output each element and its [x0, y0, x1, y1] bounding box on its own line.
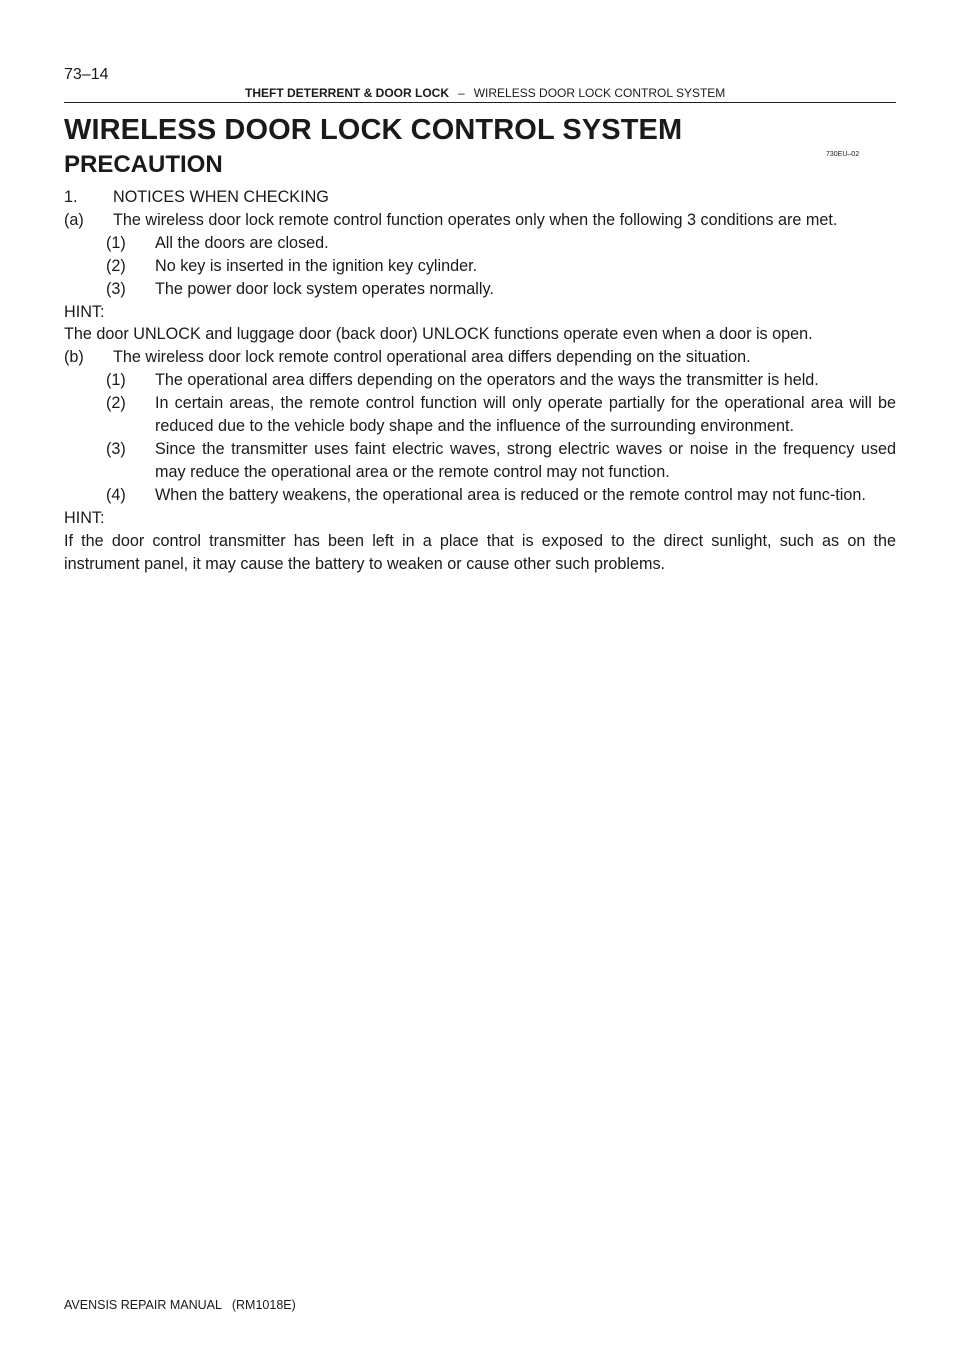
- sub-label: (4): [106, 485, 126, 504]
- document-body: [64, 186, 896, 575]
- page-number: 73–14: [64, 66, 109, 83]
- item-b-sub-4: [64, 484, 896, 507]
- header-section-main: THEFT DETERRENT & DOOR LOCK: [245, 86, 449, 100]
- item-a-sub-3: [64, 278, 896, 301]
- section-title: PRECAUTION: [64, 151, 223, 178]
- item-a-sub-1: [64, 232, 896, 255]
- item-a-label: (a): [64, 210, 84, 229]
- hint-2: [64, 507, 896, 576]
- sub-text: No key is inserted in the ignition key cylinder.: [155, 256, 478, 275]
- sub-text: In certain areas, the remote control function will only operate partially for the operational area will be reduced due to the vehicle body shape and the influence of the surrounding environment.: [155, 394, 896, 436]
- item-a-sub-2: [64, 255, 896, 278]
- step-1-text: NOTICES WHEN CHECKING: [113, 188, 329, 206]
- sub-label: (2): [106, 256, 126, 275]
- sub-label: (1): [106, 233, 126, 252]
- item-b-sub-1: [64, 369, 896, 392]
- item-b-text: The wireless door lock remote control operational area differs depending on the situation.: [113, 348, 751, 367]
- hint-1-text: The door UNLOCK and luggage door (back door) UNLOCK functions operate even when a door is open.: [64, 325, 813, 344]
- header-rule: [64, 102, 896, 103]
- item-b: [64, 346, 896, 369]
- header-section-title: [245, 86, 725, 100]
- hint-2-label: HINT:: [64, 508, 105, 527]
- item-b-label: (b): [64, 348, 84, 367]
- hint-1: [64, 301, 896, 347]
- item-b-sub-3: [64, 438, 896, 484]
- sub-text: All the doors are closed.: [155, 233, 329, 252]
- sub-label: (1): [106, 371, 126, 390]
- sub-label: (3): [106, 439, 126, 458]
- header-section-sub: WIRELESS DOOR LOCK CONTROL SYSTEM: [473, 86, 726, 100]
- sub-text: Since the transmitter uses faint electric waves, strong electric waves or noise in the frequency used may reduce the operational area or the remote control may not function.: [155, 439, 896, 481]
- sub-label: (2): [106, 394, 126, 413]
- hint-1-label: HINT:: [64, 302, 105, 321]
- page-footer: AVENSIS REPAIR MANUAL (RM1018E): [64, 1298, 296, 1312]
- step-1: [64, 186, 896, 209]
- item-a: [64, 209, 896, 232]
- sub-text: The operational area differs depending on the operators and the ways the transmitter is held.: [155, 371, 819, 390]
- step-1-label: 1.: [64, 188, 78, 206]
- item-b-sub-2: [64, 392, 896, 438]
- document-code: 730EU–02: [826, 151, 860, 158]
- hint-2-text: If the door control transmitter has been left in a place that is exposed to the direct sunlight, such as on the instrument panel, it may cause the battery to weaken or cause other such problems.: [64, 531, 896, 573]
- header-separator: –: [458, 86, 465, 100]
- sub-text: The power door lock system operates normally.: [155, 279, 494, 298]
- sub-label: (3): [106, 279, 126, 298]
- page-title: WIRELESS DOOR LOCK CONTROL SYSTEM: [64, 114, 683, 146]
- item-a-text: The wireless door lock remote control function operates only when the following 3 conditions are met.: [113, 210, 838, 229]
- sub-text: When the battery weakens, the operational area is reduced or the remote control may not func-tion.: [155, 485, 866, 504]
